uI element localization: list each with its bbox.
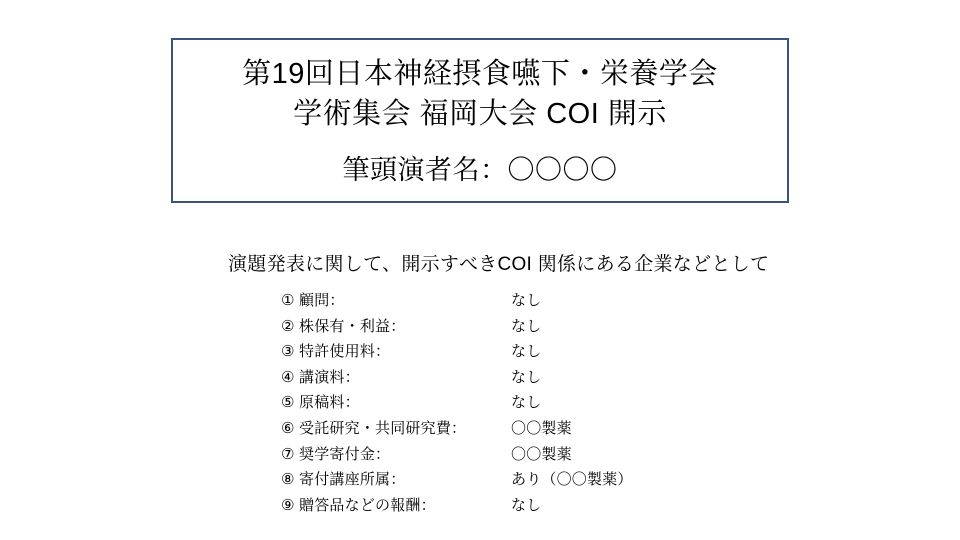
item-value: なし: [511, 292, 542, 309]
item-label: ① 顧問：: [281, 292, 345, 309]
title-line-1: 第19回日本神経摂食嚥下・栄養学会: [242, 58, 718, 90]
item-value: なし: [511, 496, 542, 514]
item-label: ⑨ 贈答品などの報酬：: [281, 496, 436, 514]
item-value: あり（〇〇製薬）: [511, 471, 633, 489]
item-label: ⑧ 寄付講座所属：: [281, 471, 406, 489]
item-value: なし: [511, 343, 542, 361]
item-label: ⑦ 奨学寄付金：: [281, 445, 391, 463]
list-item: [281, 365, 801, 391]
list-item: [281, 339, 801, 365]
list-item: [281, 467, 801, 493]
item-label: ② 株保有・利益：: [281, 317, 406, 335]
presenter-name-line: 筆頭演者名：〇〇〇〇: [342, 155, 618, 185]
item-label: ⑥ 受託研究・共同研究費：: [281, 419, 467, 437]
item-value: なし: [511, 394, 542, 412]
item-value: 〇〇製薬: [511, 445, 572, 463]
item-value: なし: [511, 317, 542, 335]
list-item: [281, 493, 801, 519]
title-line-2: 学術集会 福岡大会 COI 開示: [293, 98, 667, 130]
list-item: [281, 416, 801, 442]
list-item: [281, 442, 801, 468]
list-item: [281, 288, 801, 314]
item-label: ④ 講演料：: [281, 368, 360, 386]
item-value: 〇〇製薬: [511, 419, 572, 437]
list-item: [281, 390, 801, 416]
item-label: ⑤ 原稿料：: [281, 394, 360, 412]
coi-disclosure-list: [281, 288, 801, 518]
list-item: [281, 314, 801, 340]
coi-title-box: [171, 38, 789, 203]
item-value: なし: [511, 368, 542, 386]
lead-statement: 演題発表に関して、開示すべきCOI 関係にある企業などとして: [228, 254, 770, 275]
item-label: ③ 特許使用料：: [281, 343, 391, 361]
